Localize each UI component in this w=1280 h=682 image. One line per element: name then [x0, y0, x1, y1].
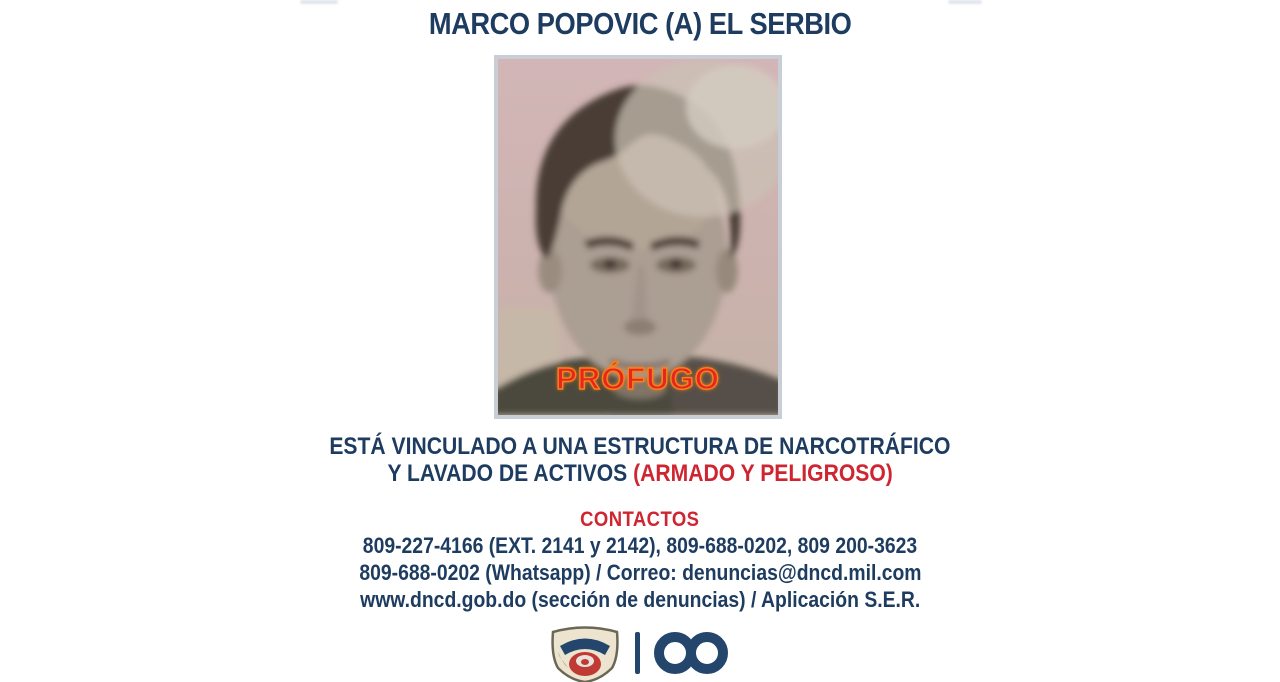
footer-logos [0, 626, 1280, 682]
description-block [0, 433, 1280, 487]
description-line-2-text: Y LAVADO DE ACTIVOS [387, 460, 633, 487]
contact-web-line: www.dncd.gob.do (sección de denuncias) / Aplicación S.E.R. [359, 587, 921, 612]
contacts-block [0, 532, 1280, 613]
status-label-profugo: PRÓFUGO [556, 361, 720, 396]
description-line-2 [0, 460, 1280, 487]
fugitive-photo [494, 55, 782, 419]
infinity-logo [651, 626, 735, 676]
description-line-1: ESTÁ VINCULADO A UNA ESTRUCTURA DE NARCOTRÁFICO [329, 433, 951, 460]
danger-warning: (ARMADO Y PELIGROSO) [632, 460, 893, 487]
contacts-heading: CONTACTOS [580, 508, 700, 531]
page-title [0, 6, 1280, 42]
contact-whatsapp-email-line: 809-688-0202 (Whatsapp) / Correo: denuncias@dncd.mil.com [358, 560, 922, 585]
logo-divider [635, 632, 640, 674]
fugitive-name: MARCO POPOVIC (A) EL SERBIO [428, 6, 852, 41]
dncd-shield-logo [546, 626, 624, 682]
cropped-top-remnant-right [948, 0, 982, 4]
cropped-top-remnant-left [300, 0, 338, 4]
contact-phone-line: 809-227-4166 (EXT. 2141 y 2142), 809-688-0202, 809 200-3623 [362, 533, 918, 558]
